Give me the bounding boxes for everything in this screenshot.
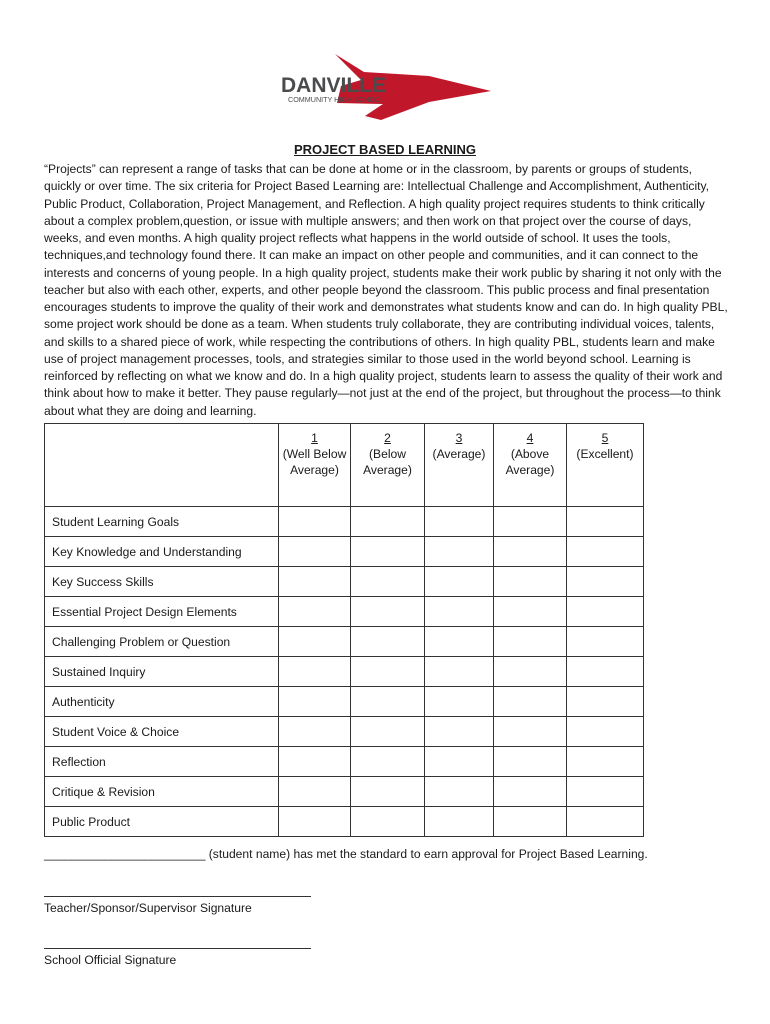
- rating-cell[interactable]: [279, 537, 351, 567]
- rating-cell[interactable]: [351, 657, 425, 687]
- rating-cell[interactable]: [494, 627, 567, 657]
- criterion-label: Student Voice & Choice: [45, 717, 279, 747]
- rating-header: [425, 424, 494, 507]
- rating-number: 4: [526, 431, 534, 445]
- rubric-row: [45, 567, 644, 597]
- official-signature-line[interactable]: [44, 948, 311, 949]
- rating-cell[interactable]: [351, 747, 425, 777]
- page-title: PROJECT BASED LEARNING: [293, 142, 477, 157]
- rubric-header-row: [45, 424, 644, 507]
- rating-cell[interactable]: [425, 507, 494, 537]
- rating-header: [494, 424, 567, 507]
- rating-cell[interactable]: [567, 657, 644, 687]
- danville-logo: [279, 52, 494, 124]
- rating-cell[interactable]: [279, 687, 351, 717]
- rating-cell[interactable]: [279, 777, 351, 807]
- rating-cell[interactable]: [425, 747, 494, 777]
- certification-statement: ________________________ (student name) has met the standard to earn approval for Project Based Learning.: [44, 847, 648, 861]
- rating-cell[interactable]: [567, 687, 644, 717]
- rubric-row: [45, 747, 644, 777]
- rating-cell[interactable]: [351, 807, 425, 837]
- criterion-label: Essential Project Design Elements: [45, 597, 279, 627]
- criterion-label: Key Success Skills: [45, 567, 279, 597]
- rating-cell[interactable]: [351, 597, 425, 627]
- criterion-label: Authenticity: [45, 687, 279, 717]
- rubric-row: [45, 627, 644, 657]
- rubric-table: [44, 423, 644, 837]
- logo-name: DANVILLE: [281, 74, 386, 97]
- rating-cell[interactable]: [279, 807, 351, 837]
- rating-cell[interactable]: [425, 537, 494, 567]
- rubric-row: [45, 717, 644, 747]
- rating-cell[interactable]: [351, 537, 425, 567]
- rubric-row: [45, 687, 644, 717]
- rating-header: [567, 424, 644, 507]
- criterion-label: Key Knowledge and Understanding: [45, 537, 279, 567]
- rating-cell[interactable]: [279, 507, 351, 537]
- rating-cell[interactable]: [567, 507, 644, 537]
- intro-paragraph: “Projects” can represent a range of tasks that can be done at home or in the classroom, by parents or groups of students, quickly or over time. The six criteria for Project Based Learning are: Intellectual Challenge and Accomplishment, Authenticity, Public Product, Collaboration, Project Management, and Reflection. A high quality project requires students to think critically about a complex problem,question, or issue with multiple answers; and then work on that project over the course of days, weeks, and even months. A high quality project reflects what happens in the world outside of school. It uses the tools, techniques,and technology found there. It can make an impact on other people and communities, and it can connect to the interests and concerns of young people. In a high quality project, students make their work public by sharing it not only with the teacher but also with each other, experts, and other people beyond the classroom. This public process and final presentation encourages students to improve the quality of their work and demonstrates what students know and can do. In high quality PBL, some project work should be done as a team. When students truly collaborate, they are contributing individual voices, talents, and skills to a shared piece of work, while respecting the contributions of others. In high quality PBL, students learn and make use of project management processes, tools, and strategies similar to those used in the world beyond school. Learning is reinforced by reflecting on what we know and do. In a high quality project, students learn to assess the quality of their work and think about how to make it better. They pause regularly—not just at the end of the project, but throughout the process—to think about what they are doing and learning.: [44, 162, 728, 418]
- rating-number: 3: [455, 431, 463, 445]
- rating-cell[interactable]: [567, 537, 644, 567]
- rating-cell[interactable]: [425, 597, 494, 627]
- rating-cell[interactable]: [351, 507, 425, 537]
- rating-cell[interactable]: [279, 747, 351, 777]
- rating-cell[interactable]: [425, 627, 494, 657]
- rating-cell[interactable]: [351, 567, 425, 597]
- rating-cell[interactable]: [567, 597, 644, 627]
- teacher-signature-label: Teacher/Sponsor/Supervisor Signature: [44, 901, 252, 915]
- official-signature-label: School Official Signature: [44, 953, 177, 967]
- criterion-label: Challenging Problem or Question: [45, 627, 279, 657]
- rating-cell[interactable]: [494, 567, 567, 597]
- rating-cell[interactable]: [494, 717, 567, 747]
- rating-cell[interactable]: [279, 597, 351, 627]
- rating-cell[interactable]: [351, 717, 425, 747]
- rating-header: [351, 424, 425, 507]
- rating-cell[interactable]: [567, 747, 644, 777]
- rating-cell[interactable]: [351, 777, 425, 807]
- rating-label: (Above Average): [505, 447, 555, 477]
- rating-cell[interactable]: [494, 747, 567, 777]
- rating-cell[interactable]: [494, 807, 567, 837]
- rating-cell[interactable]: [494, 597, 567, 627]
- rating-cell[interactable]: [494, 507, 567, 537]
- rating-number: 2: [384, 431, 391, 445]
- rating-cell[interactable]: [351, 687, 425, 717]
- teacher-signature-line[interactable]: [44, 896, 311, 897]
- rating-cell[interactable]: [425, 657, 494, 687]
- rating-cell[interactable]: [567, 777, 644, 807]
- rubric-row: [45, 597, 644, 627]
- rating-cell[interactable]: [567, 807, 644, 837]
- rating-label: (Excellent): [576, 447, 634, 461]
- criterion-label: Reflection: [45, 747, 279, 777]
- rating-cell[interactable]: [279, 627, 351, 657]
- logo-subtitle: COMMUNITY HIGH SCHOOL: [288, 95, 385, 104]
- rubric-row: [45, 807, 644, 837]
- rubric-row: [45, 537, 644, 567]
- rating-cell[interactable]: [425, 777, 494, 807]
- rating-cell[interactable]: [351, 627, 425, 657]
- rating-cell[interactable]: [494, 777, 567, 807]
- rating-number: 5: [601, 431, 609, 445]
- rating-cell[interactable]: [494, 687, 567, 717]
- rubric-row: [45, 657, 644, 687]
- rubric-row: [45, 777, 644, 807]
- rating-cell[interactable]: [425, 807, 494, 837]
- criterion-label: Sustained Inquiry: [45, 657, 279, 687]
- rating-cell[interactable]: [494, 657, 567, 687]
- rating-label: (Average): [432, 447, 486, 461]
- rating-number: 1: [311, 431, 318, 445]
- rating-cell[interactable]: [567, 567, 644, 597]
- criteria-header: [45, 424, 279, 507]
- criterion-label: Student Learning Goals: [45, 507, 279, 537]
- rating-cell[interactable]: [567, 627, 644, 657]
- rating-header: [279, 424, 351, 507]
- rating-label: (Well Below Average): [282, 447, 347, 477]
- rating-cell[interactable]: [279, 657, 351, 687]
- rating-cell[interactable]: [425, 687, 494, 717]
- rating-cell[interactable]: [494, 537, 567, 567]
- rubric-row: [45, 507, 644, 537]
- rating-label: (Below Average): [363, 447, 412, 477]
- rating-cell[interactable]: [279, 717, 351, 747]
- rating-cell[interactable]: [279, 567, 351, 597]
- criterion-label: Critique & Revision: [45, 777, 279, 807]
- rating-cell[interactable]: [425, 567, 494, 597]
- rating-cell[interactable]: [567, 717, 644, 747]
- criterion-label: Public Product: [45, 807, 279, 837]
- rating-cell[interactable]: [425, 717, 494, 747]
